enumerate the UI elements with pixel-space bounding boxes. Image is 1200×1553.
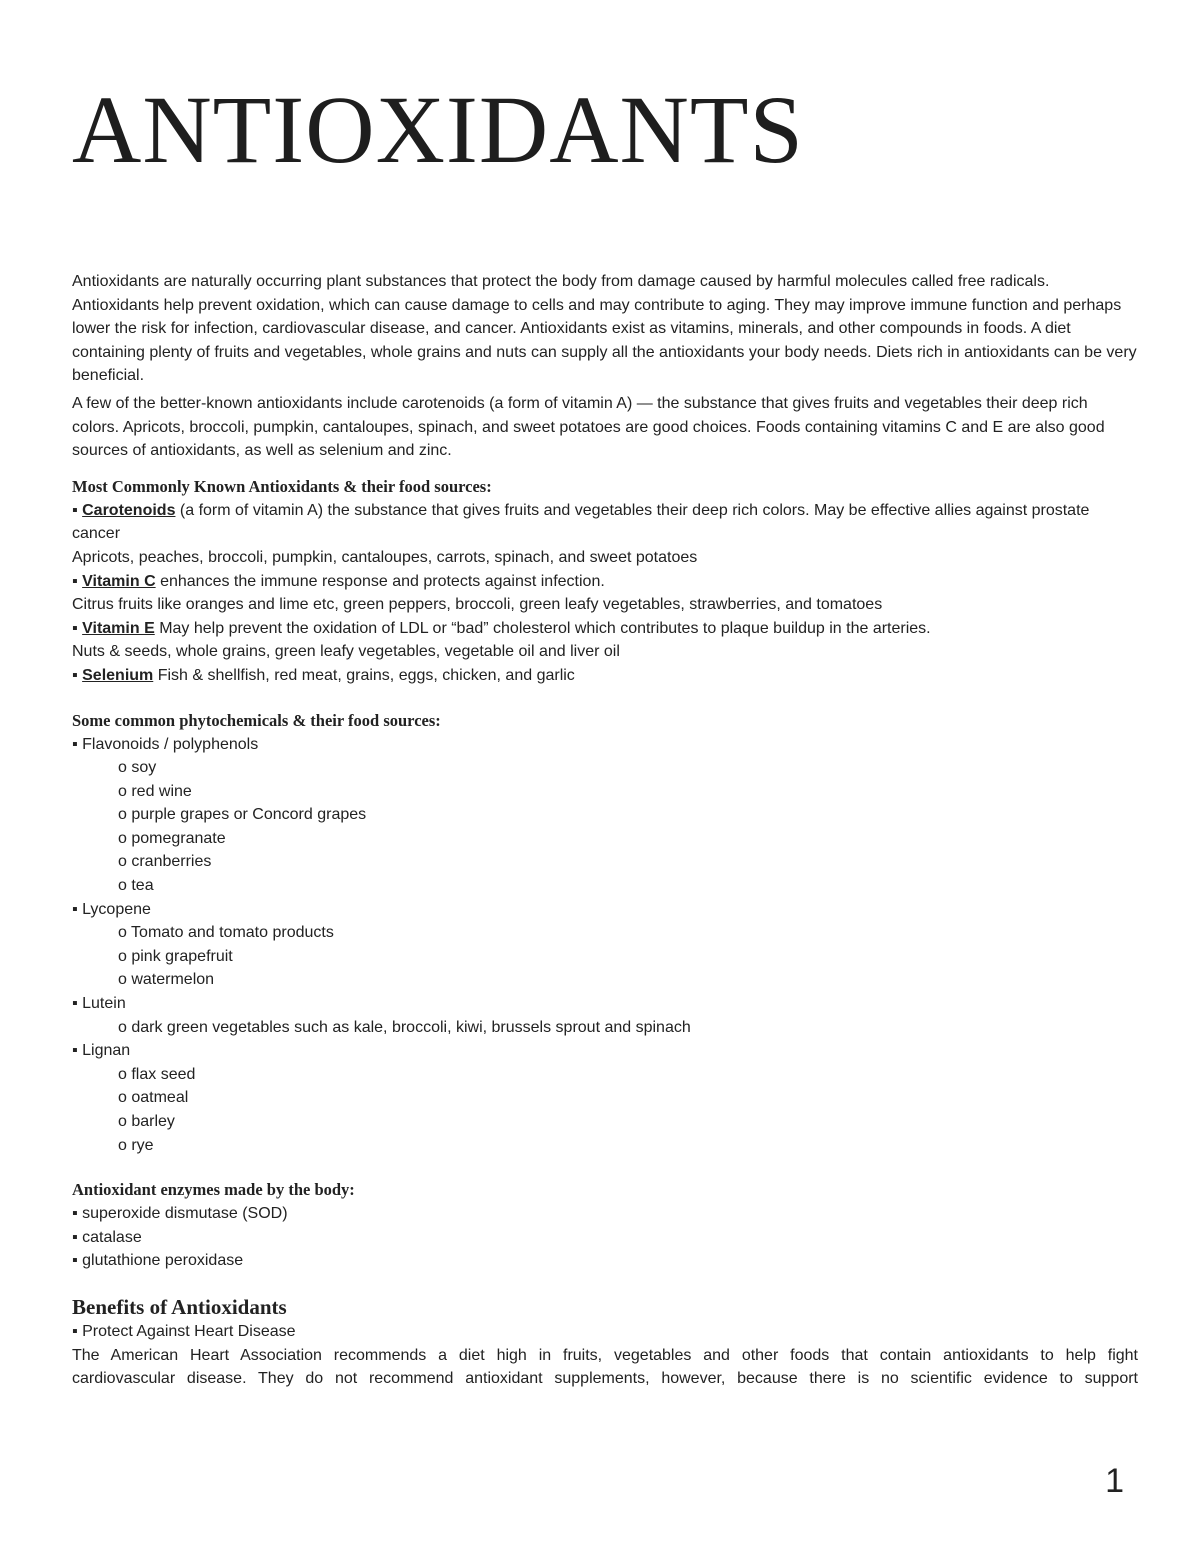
known-antioxidants-heading: Most Commonly Known Antioxidants & their food sources: — [72, 476, 492, 496]
lignan-source: o rye — [118, 1136, 154, 1154]
document-body — [72, 270, 1138, 1391]
flavonoid-source: o soy — [118, 759, 157, 777]
vitamin-c-item — [72, 570, 1138, 594]
vitamin-c-foods: Citrus fruits like oranges and lime etc, green peppers, broccoli, green leafy vegetables, strawberries, and tomatoes — [72, 596, 883, 614]
flavonoid-source: o cranberries — [118, 853, 212, 871]
bullet-icon: ▪ — [72, 572, 78, 590]
lutein-item: ▪ Lutein — [72, 995, 126, 1013]
benefit-item-heart: ▪ Protect Against Heart Disease — [72, 1322, 296, 1340]
vitamin-e-term: Vitamin E — [82, 619, 155, 637]
vitamin-e-description: May help prevent the oxidation of LDL or “bad” cholesterol which contributes to plaque buildup in the arteries. — [154, 619, 931, 637]
vitamin-c-description: enhances the immune response and protects against infection. — [155, 572, 605, 590]
enzyme-item: ▪ glutathione peroxidase — [72, 1252, 244, 1270]
bullet-icon: ▪ — [72, 666, 78, 684]
bullet-icon: ▪ — [72, 619, 78, 637]
spacer — [72, 1273, 1138, 1294]
benefits-heading: Benefits of Antioxidants — [72, 1294, 287, 1319]
benefit-text-line: cardiovascular disease. They do not recommend antioxidant supplements, however, because there is no scientific evidence to support — [72, 1370, 1138, 1388]
lycopene-item: ▪ Lycopene — [72, 900, 151, 918]
phytochemicals-heading: Some common phytochemicals & their food sources: — [72, 710, 441, 730]
intro-paragraph-1: Antioxidants are naturally occurring plant substances that protect the body from damage caused by harmful molecules called free radicals. Antioxidants help prevent oxidation, which can cause damage to cells and may contribute to aging. They may improve immune function and perhaps lower the risk for infection, cardiovascular disease, and cancer. Antioxidants exist as vitamins, minerals, and other compounds in foods. A diet containing plenty of fruits and vegetables, whole grains and nuts can supply all the antioxidants your body needs. Diets rich in antioxidants can be very beneficial. — [72, 273, 1137, 385]
lignan-item: ▪ Lignan — [72, 1042, 131, 1060]
enzymes-heading: Antioxidant enzymes made by the body: — [72, 1180, 355, 1200]
carotenoids-description: (a form of vitamin A) the substance that gives fruits and vegetables their deep rich colors. May be effective allies against prostate cancer — [72, 501, 1090, 543]
spacer — [72, 1157, 1138, 1178]
flavonoid-source: o pomegranate — [118, 829, 226, 847]
page-number: 1 — [1105, 1462, 1124, 1500]
flavonoid-source: o tea — [118, 877, 154, 895]
lignan-source: o flax seed — [118, 1065, 196, 1083]
spacer — [72, 688, 1138, 709]
bullet-icon: ▪ — [72, 501, 78, 519]
benefit-text-line: The American Heart Association recommends a diet high in fruits, vegetables and other foods that contain antioxidants to help fight — [72, 1346, 1138, 1364]
lycopene-source: o Tomato and tomato products — [118, 924, 334, 942]
lignan-source: o barley — [118, 1113, 175, 1130]
flavonoid-source: o red wine — [118, 782, 192, 800]
enzyme-item: ▪ superoxide dismutase (SOD) — [72, 1205, 288, 1223]
page-title: ANTIOXIDANTS — [72, 76, 804, 183]
vitamin-c-term: Vitamin C — [82, 572, 156, 590]
lycopene-source: o watermelon — [118, 971, 215, 989]
flavonoid-source: o purple grapes or Concord grapes — [118, 806, 367, 824]
selenium-item — [72, 664, 1138, 688]
selenium-term: Selenium — [82, 666, 154, 684]
lycopene-source: o pink grapefruit — [118, 947, 233, 965]
flavonoids-item: ▪ Flavonoids / polyphenols — [72, 735, 259, 753]
carotenoids-foods: Apricots, peaches, broccoli, pumpkin, cantaloupes, carrots, spinach, and sweet potatoes — [72, 548, 698, 566]
selenium-description: Fish & shellfish, red meat, grains, eggs, chicken, and garlic — [153, 666, 575, 684]
carotenoids-term: Carotenoids — [82, 501, 176, 519]
lutein-source: o dark green vegetables such as kale, broccoli, kiwi, brussels sprout and spinach — [118, 1018, 691, 1036]
carotenoids-item — [72, 499, 1138, 546]
enzyme-item: ▪ catalase — [72, 1228, 142, 1246]
vitamin-e-foods: Nuts & seeds, whole grains, green leafy vegetables, vegetable oil and liver oil — [72, 643, 620, 661]
intro-paragraph-2: A few of the better-known antioxidants include carotenoids (a form of vitamin A) — the substance that gives fruits and vegetables their deep rich colors. Apricots, broccoli, pumpkin, cantaloupes, spinach, and sweet potatoes are good choices. Foods containing vitamins C and E are also good sources of antioxidants, as well as selenium and zinc. — [72, 394, 1105, 460]
lignan-source: o oatmeal — [118, 1089, 189, 1107]
vitamin-e-item — [72, 617, 1138, 641]
